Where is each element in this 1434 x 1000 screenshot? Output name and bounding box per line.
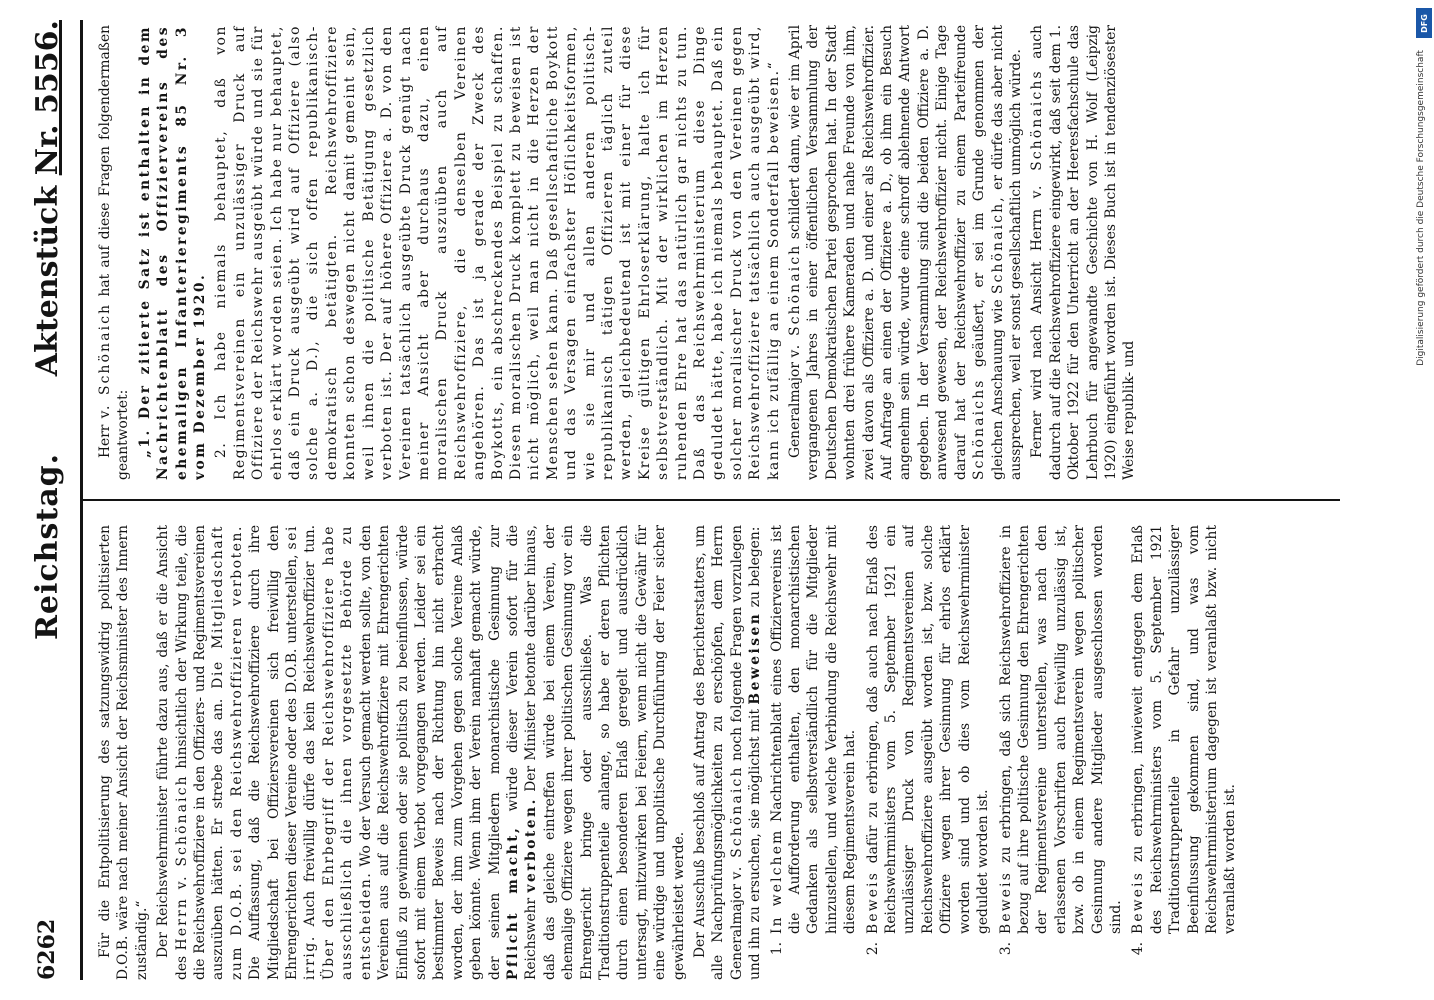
item-body: zu erbringen, daß sich Reichswehroffiziere in bezug auf ihre politische Gesinnung den Ehrengerichten der Regimentsvereine unterstellen, was nach den erlassenen Vorschriften auch freiwillig unzulässig ist, bzw. ob in einem Regimentsverein wegen politischer Gesinnung andere Mitglieder ausgeschlossen worden sind. xyxy=(997,525,1124,934)
aktenstueck-label: Aktenstück xyxy=(30,185,65,377)
quote-paragraph: 2. Ich habe niemals behauptet, daß von Regimentsvereinen ein unzulässiger Druck auf Offiziere der Reichswehr ausgeübt würde und sie für ehrlos erklärt worden seien. Ich habe nur behauptet, daß ein Druck ausgeübt wird auf Offiziere (also solche a. D.), die sich offen republikanisch-demokratisch betätigten. Reichswehroffiziere konnten schon deswegen nicht damit gemeint sein, weil ihnen die politische Betätigung gesetzlich verboten ist. Der auf höhere Offiziere a. D. von den Vereinen tatsächlich ausgeübte Druck genügt nach meiner Ansicht aber durchaus dazu, einen moralischen Druck auszuüben auch auf Reichswehroffiziere, die denselben Vereinen angehören. Das ist ja gerade der Zweck des Boykotts, ein abschreckendes Beispiel zu schaffen. Diesen moralischen Druck komplett zu beweisen ist nicht möglich, weil man nicht in die Herzen der Menschen sehen kann. Daß gesellschaftliche Boykott und das Versagen einfachster Höflichkeitsformen, wie sie mir und allen anderen politisch-republikanisch tätigen Offizieren täglich zuteil werden, gleichbedeutend ist mit einer für diese Kreise gültigen Ehrloserklärung, halte ich für selbstverständlich. Mit der wirklichen im Herzen ruhenden Ehre hat das natürlich gar nichts zu tun. Daß das Reichswehrministerium diese Dinge geduldet hätte, habe ich niemals behauptet. Daß ein solcher moralischer Druck von den Vereinen gegen Reichswehroffiziere tatsächlich auch ausgeübt wird, kann ich zufällig an einem Sonderfall beweisen.“ xyxy=(213,25,782,480)
item-number: 1. xyxy=(768,942,785,956)
badge-label: DFG xyxy=(1419,13,1429,33)
name-spaced: v. Schönaich xyxy=(787,243,804,358)
name-spaced: v. Schönaichs xyxy=(1029,69,1046,199)
text-run: hinsichtlich der Wirkung teile, die die Reichswehroffiziere in den Offiziers- und Regimentsvereinen auszuüben hätten. Er strebe das an. xyxy=(173,525,227,980)
funding-note: Digitalisierung gefördert durch die Deutsche Forschungsgemeinschaft xyxy=(1416,50,1426,366)
paragraph xyxy=(691,525,765,980)
paragraph xyxy=(154,525,688,980)
text-run: Der Reichswehrminister führte dazu aus, daß er die Ansicht des xyxy=(155,525,190,980)
text-run: Auch freiwillig dürfe das kein Reichswehroffizier tun. xyxy=(302,525,319,927)
text-run: hat auf diese Fragen folgendermaßen geantwortet: xyxy=(97,25,132,480)
name-spaced: Schönaich, xyxy=(989,195,1006,295)
item-body: zu erbringen, inwieweit entgegen dem Erlaß des Reichswehrministers vom 5. September 1921 Traditionstruppenteile in Gefahr unzulässiger Beeinflussung gekommen sind, und was vom Reichswehrministerium dagegen ist veranlaßt bzw. nicht veranlaßt worden ist. xyxy=(1130,525,1239,934)
page-number: 6262 xyxy=(34,918,60,980)
name-spaced: Herrn v. Schönaich xyxy=(173,774,190,951)
paragraph xyxy=(786,25,1025,480)
quote-paragraph: „1. Der zitierte Satz ist enthalten in dem Nachrichtenblatt des Offiziervereins des ehemaligen Infanterieregiments 85 Nr. 3 vom Dezember 1920. xyxy=(136,25,209,480)
item-text xyxy=(1129,525,1239,934)
paragraph xyxy=(1028,25,1138,480)
page-header xyxy=(20,20,83,980)
text-run: Generalmajor xyxy=(787,362,804,458)
dfg-logo-badge xyxy=(1416,8,1432,38)
text-bold-spaced: Beweisen xyxy=(747,611,764,705)
text-run: Ferner wird nach Ansicht Herrn xyxy=(1029,208,1046,458)
paragraph: Für die Entpolitisierung des satzungswidrig politisierten D.O.B. wäre nach meiner Ansicht der Reichsminister des Innern zuständig.“ xyxy=(97,525,150,980)
item-text xyxy=(997,525,1126,934)
name-spaced: v. Schönaich xyxy=(97,302,113,419)
funding-sidebar xyxy=(1414,0,1434,1000)
text-run: noch folgende Fragen vorzulegen und ihn zu ersuchen, sie möglichst mit xyxy=(728,525,764,980)
paragraph xyxy=(96,25,133,480)
text-spaced: Die Mitgliedschaft zum D.O.B. sei den Reichswehroffizieren verboten. xyxy=(210,525,245,980)
text-run: auch dadurch auf die Reichswehroffiziere eingewirkt, daß seit dem 1. Oktober 1922 für den Unterricht an der Heeresfachschule das Lehrbuch für angewandte Geschichte von H. Wolf (Leipzig 1920) eingeführt worden ist. Dieses Buch ist in tendenziösester Weise republik- und xyxy=(1029,25,1138,480)
text-bold-spaced: verboten. xyxy=(523,797,540,893)
rotated-scan-page xyxy=(20,20,1340,980)
text-run: Der Ausschuß beschloß auf Antrag des Berichterstatters, um alle Nachprüfungsmöglichkeiten zu erschöpfen, dem Herrn Generalmajor xyxy=(692,525,745,980)
text-spaced: sei irrig. xyxy=(284,525,319,980)
numbered-question xyxy=(1129,525,1239,980)
item-number: 4. xyxy=(1130,942,1147,956)
numbered-question xyxy=(864,525,993,980)
text-run: schildert dann, wie er im April vergangenen Jahres in einer öffentlichen Versammlung der Deutschen Demokratischen Partei gesprochen hat. In der Stadt wohnten drei frühere Kameraden und nahe Freunde von ihm, zwei davon als Offiziere a. D. und einer als Reichswehroffizier. Auf Anfrage an einen der Offiziere a. D., ob ihm ein Besuch angenehm sein würde, wurde eine schroff ablehnende Antwort gegeben. In der Versammlung sind die beiden Offiziere a. D. anwesend gewesen, der Reichswehroffizier nicht. Einige Tage darauf hat der Reichswehroffizier zu einem Parteifreunde xyxy=(787,25,969,480)
column-divider xyxy=(82,499,1340,501)
text-run: würde dieser Verein sofort für die Reichswehr xyxy=(504,525,540,980)
running-title: Reichstag. xyxy=(30,452,65,640)
item-body: dafür zu erbringen, daß auch nach Erlaß des Reichswehrministers vom 5. September 1921 ein unzulässiger Druck von Regimentsvereinen auf Reichswehroffiziere ausgeübt worden ist, bzw. solche Offiziere wegen ihrer Gesinnung für ehrlos erklärt worden sind und ob dies vom Reichswehrminister geduldet worden ist. xyxy=(864,525,992,934)
aktenstueck-number: Nr. 5556. xyxy=(30,20,65,176)
text-bold-spaced: Pflicht macht, xyxy=(504,825,521,980)
item-lead: In welchem xyxy=(768,828,785,934)
text-run: Die Auffassung, daß die Reichswehroffiziere durch ihre Mitgliedschaft bei Offiziersvereinen sich freiwillig den Ehrengerichten dieser Vereine oder des D.O.B. unterstellen, xyxy=(247,525,301,980)
text-spaced: Über den Ehrbegriff der Reichswehroffiziere habe ausschließlich die ihnen vorgesetzte Behörde zu entscheiden. xyxy=(320,525,374,980)
text-run: geäußert, er sei im Grunde genommen der gleichen Anschauung wie xyxy=(971,25,1006,480)
item-text xyxy=(768,525,860,934)
text-run: er dürfe das aber nicht aussprechen, weil er sonst gesellschaftlich unmöglich würde. xyxy=(989,25,1024,480)
text-run: zu belegen: xyxy=(747,526,764,608)
left-column xyxy=(96,525,1336,980)
right-column xyxy=(96,25,1336,480)
text-run: Herr xyxy=(97,424,113,458)
name-spaced: v. Schönaich xyxy=(728,765,745,880)
item-body: Nachrichtenblatt eines Offiziervereins ist die Aufforderung enthalten, den monarchistischen Gedanken als selbstverständlich für die Mitglieder hinzustellen, und welche Verbindung die Reichswehr mit diesem Regimentsverein hat. xyxy=(768,525,859,934)
text-run: Wo der Versuch gemacht werden sollte, von den Vereinen aus auf die Reichswehroffiziere mit Ehrengerichten Einfluß zu gewinnen oder sie politisch zu beeinflussen, würde sofort mit einem Verbot vorgegangen werden. Leider sei ein bestimmter Beweis nach der Richtung hin nicht erbracht worden, der ihm zum Vorgehen gegen solche Vereine Anlaß geben könnte. Wenn ihm der Verein namhaft gemacht würde, der seinen Mitgliedern monarchistische Gesinnung zur xyxy=(357,525,503,980)
item-lead: Beweis xyxy=(864,871,881,934)
document-number xyxy=(30,20,65,376)
item-number: 2. xyxy=(864,942,881,956)
numbered-question xyxy=(997,525,1126,980)
numbered-question xyxy=(768,525,860,980)
item-lead: Beweis xyxy=(1130,871,1147,934)
item-number: 3. xyxy=(997,942,1014,956)
item-lead: Beweis xyxy=(997,871,1014,934)
text-run: Der Minister betonte darüber hinaus, daß das gleiche eintreffen würde bei einem Verein, der ehemalige Offiziere wegen ihrer politischen Gesinnung vor ein Ehrengericht bringe oder ausschließe. Was die Traditionstruppenteile anlange, so habe er deren Pflichten durch einen besonderen Erlaß geregelt und ausdrücklich untersagt, mitzuwirken bei Feiern, wenn nicht die Gewähr für eine würdige und unpolitische Durchführung der Feier sicher gewährleistet werde. xyxy=(523,525,687,980)
name-spaced: Schönaichs xyxy=(971,378,988,480)
item-text xyxy=(864,525,993,934)
